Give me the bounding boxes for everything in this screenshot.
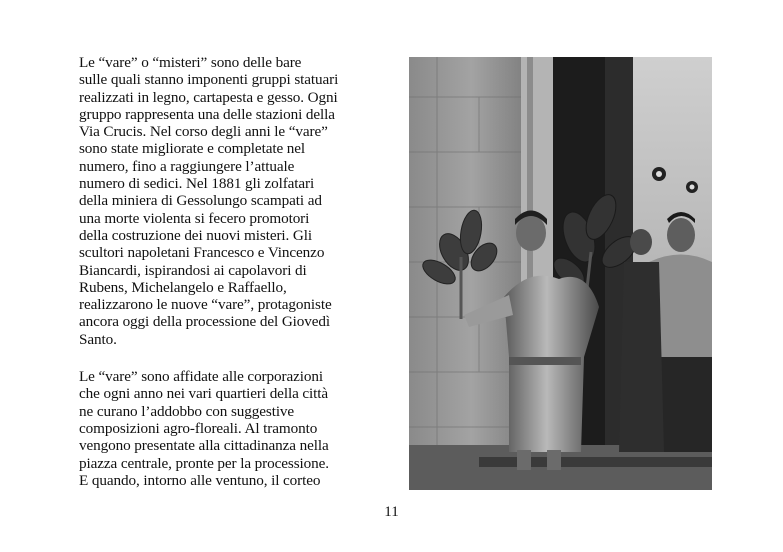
text-line: della costruzione dei nuovi misteri. Gli [79,226,313,244]
text-line: gruppo rappresenta una delle stazioni della [79,105,335,123]
page-number: 11 [384,504,399,520]
text-line: che ogni anno nei vari quartieri della città [79,385,329,403]
text-line: ancora oggi della processione del Giovedì [79,313,331,331]
text-line: Le “vare” o “misteri” sono delle bare [79,54,302,71]
text-line: sono state migliorate e completate nel [79,140,306,158]
photo-illustration [409,57,712,490]
text-line: realizzati in legno, cartapesta e gesso. Ogni [79,88,338,106]
paragraph-1 [79,54,391,348]
text-line: ne curano l’addobbo con suggestive [79,402,295,420]
text-line: numero, fino a raggiungere l’attuale [79,157,295,175]
text-line: Le “vare” sono affidate alle corporazioni [79,368,323,386]
text-line: Rubens, Michelangelo e Raffaello, [79,278,287,296]
text-line: Biancardi, ispirandosi ai capolavori di [79,261,307,279]
text-line: realizzarono le nuove “vare”, protagoniste [79,296,332,314]
text-line: vengono presentate alla cittadinanza nella [79,437,329,455]
body-text [79,54,391,489]
text-line: composizioni agro-floreali. Al tramonto [79,419,318,437]
procession-photo [409,57,712,490]
text-line: numero di sedici. Nel 1881 gli zolfatari [79,175,315,193]
text-line: E quando, intorno alle ventuno, il corteo [79,471,321,489]
paragraph-2 [79,368,391,489]
background-figure [619,229,664,452]
text-line: della miniera di Gessolungo scampati ad [79,192,322,210]
text-line: una morte violenta si fecero promotori [79,209,310,227]
text-line: Santo. [79,330,117,348]
text-line: sulle quali stanno imponenti gruppi statuari [79,71,339,89]
text-line: piazza centrale, pronte per la processione. [79,454,329,472]
text-line: scultori napoletani Francesco e Vincenzo [79,244,325,262]
text-line: Via Crucis. Nel corso degli anni le “vare” [79,123,328,141]
